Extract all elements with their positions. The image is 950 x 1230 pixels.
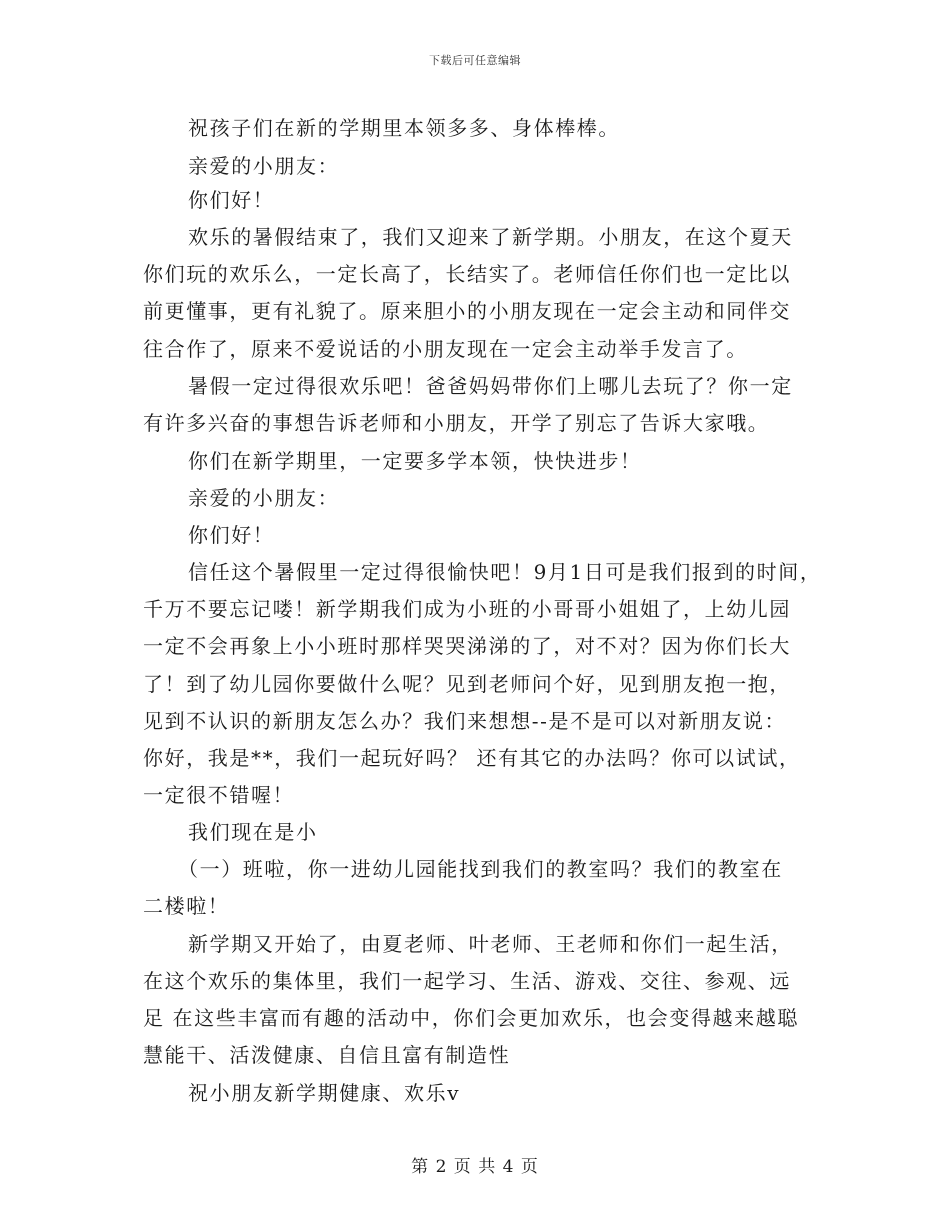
paragraph-line: 慧能干、活泼健康、自信且富有制造性 [143, 1043, 511, 1067]
page-header: 下载后可任意编辑 [429, 54, 521, 67]
paragraph-line: 有许多兴奋的事想告诉老师和小朋友，开学了别忘了告诉大家哦。 [143, 411, 770, 435]
paragraph-line: 往合作了，原来不爱说话的小朋友现在一定会主动举手发言了。 [143, 337, 748, 361]
paragraph-line: （一）班啦，你一进幼儿园能找到我们的教室吗？我们的教室在 [178, 857, 783, 881]
paragraph-line: 新学期又开始了，由夏老师、叶老师、王老师和你们一起生活， [188, 932, 793, 956]
paragraph-line: 亲爱的小朋友： [188, 154, 340, 178]
paragraph-line: 祝孩子们在新的学期里本领多多、身体棒棒。 [188, 116, 620, 140]
paragraph-line: 足 在这些丰富而有趣的活动中，你们会更加欢乐，也会变得越来越聪 [143, 1006, 799, 1030]
paragraph-line: 见到不认识的新朋友怎么办？我们来想想--是不是可以对新朋友说： [143, 709, 787, 733]
paragraph-line: 祝小朋友新学期健康、欢乐v [188, 1081, 461, 1105]
paragraph-line: 我们现在是小 [188, 820, 318, 844]
paragraph-line: 欢乐的暑假结束了，我们又迎来了新学期。小朋友，在这个夏天 [188, 225, 793, 249]
page-footer: 第 2 页 共 4 页 [411, 1157, 539, 1177]
paragraph-line: 你们在新学期里，一定要多学本领，快快进步！ [188, 449, 642, 473]
paragraph-line: 一定很不错喔！ [143, 783, 295, 807]
paragraph-line: 你们好！ [188, 523, 275, 547]
paragraph-line: 前更懂事，更有礼貌了。原来胆小的小朋友现在一定会主动和同伴交 [143, 299, 791, 323]
paragraph-line: 千万不要忘记喽！新学期我们成为小班的小哥哥小姐姐了，上幼儿园 [143, 597, 791, 621]
paragraph-line: 一定不会再象上小小班时那样哭哭涕涕的了，对不对？因为你们长大 [143, 634, 791, 658]
paragraph-line: 在这个欢乐的集体里，我们一起学习、生活、游戏、交往、参观、远 [143, 969, 791, 993]
paragraph-line: 了！到了幼儿园你要做什么呢？见到老师问个好，见到朋友抱一抱， [143, 672, 791, 696]
paragraph-line: 亲爱的小朋友： [188, 486, 340, 510]
paragraph-line: 二楼啦！ [143, 894, 230, 918]
paragraph-line: 你们玩的欢乐么，一定长高了，长结实了。老师信任你们也一定比以 [143, 262, 791, 286]
paragraph-line: 你们好！ [188, 188, 275, 212]
paragraph-line: 你好，我是**，我们一起玩好吗？ 还有其它的办法吗？你可以试试， [143, 746, 801, 770]
paragraph-line: 信任这个暑假里一定过得很愉快吧！9月1日可是我们报到的时间， [188, 560, 822, 584]
paragraph-line: 暑假一定过得很欢乐吧！爸爸妈妈带你们上哪儿去玩了？你一定 [188, 374, 793, 398]
